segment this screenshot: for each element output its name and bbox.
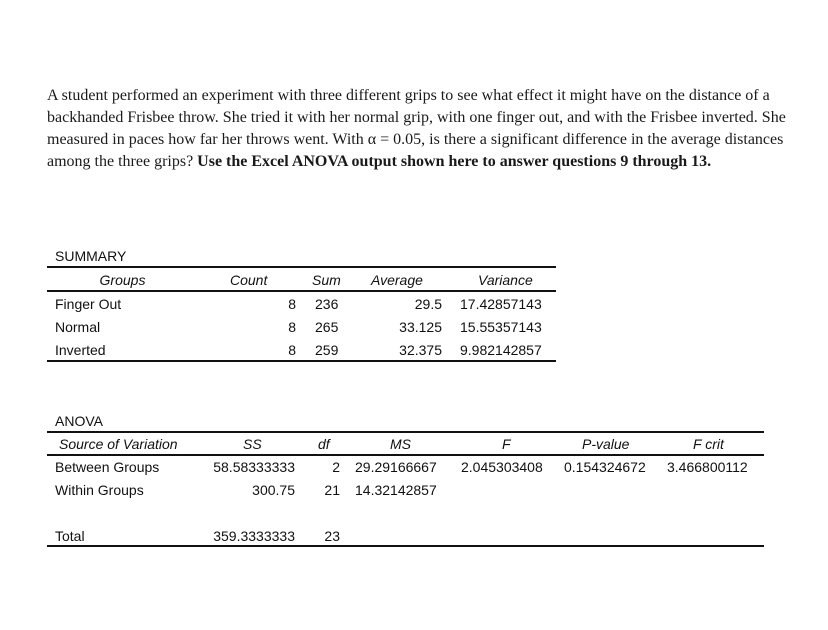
anova-header-source: Source of Variation	[59, 436, 178, 452]
problem-text: A student performed an experiment with three different grips to see what effect it might have on the distance of a backhanded Frisbee throw. She tried it with her normal grip, with one finger out, and with the Frisbee inverted. She measured in paces how far her throws went. With α = 0.05, is there a significant difference in the average distances among the three grips?	[47, 87, 786, 170]
summary-sum: 236	[315, 296, 339, 312]
anova-title: ANOVA	[55, 413, 103, 429]
summary-header-variance: Variance	[478, 272, 533, 288]
anova-f-crit: 3.466800112	[667, 459, 748, 475]
anova-source: Between Groups	[55, 459, 160, 475]
anova-ss: 58.58333333	[213, 459, 295, 475]
anova-ms: 29.29166667	[355, 459, 437, 475]
anova-header-ss: SS	[243, 436, 262, 452]
summary-title: SUMMARY	[55, 248, 127, 264]
anova-header-p-value: P-value	[582, 436, 630, 452]
summary-header-average: Average	[371, 272, 423, 288]
problem-instruction: Use the Excel ANOVA output shown here to answer questions 9 through 13.	[197, 153, 712, 170]
summary-average: 32.375	[399, 342, 442, 358]
anova-header-df: df	[318, 436, 330, 452]
summary-variance: 15.55357143	[460, 319, 542, 335]
summary-average: 29.5	[414, 296, 442, 312]
summary-group-name: Normal	[55, 319, 101, 335]
summary-sum: 259	[315, 342, 339, 358]
anova-header-rule	[47, 454, 764, 456]
anova-header-ms: MS	[390, 436, 411, 452]
summary-sum: 265	[315, 319, 339, 335]
summary-group-name: Finger Out	[55, 296, 122, 312]
anova-bottom-rule	[47, 545, 764, 547]
anova-ss: 300.75	[252, 482, 295, 498]
anova-total-label: Total	[55, 528, 85, 544]
anova-ms: 14.32142857	[355, 482, 437, 498]
anova-total-df: 23	[324, 528, 340, 544]
summary-header-groups: Groups	[99, 272, 146, 288]
summary-count: 8	[288, 296, 296, 312]
anova-p-value: 0.154324672	[564, 459, 646, 475]
summary-group-name: Inverted	[55, 342, 106, 358]
anova-df: 21	[324, 482, 340, 498]
summary-header-count: Count	[230, 272, 268, 288]
anova-header-f: F	[502, 436, 511, 452]
anova-top-rule	[47, 431, 764, 433]
anova-df: 2	[332, 459, 340, 475]
anova-f: 2.045303408	[461, 459, 543, 475]
summary-average: 33.125	[399, 319, 442, 335]
anova-total-ss: 359.3333333	[213, 528, 295, 544]
summary-count: 8	[288, 319, 296, 335]
anova-source: Within Groups	[55, 482, 144, 498]
summary-header-sum: Sum	[312, 272, 341, 288]
summary-variance: 17.42857143	[460, 296, 542, 312]
anova-header-f-crit: F crit	[693, 436, 724, 452]
summary-count: 8	[288, 342, 296, 358]
summary-variance: 9.982142857	[460, 342, 542, 358]
